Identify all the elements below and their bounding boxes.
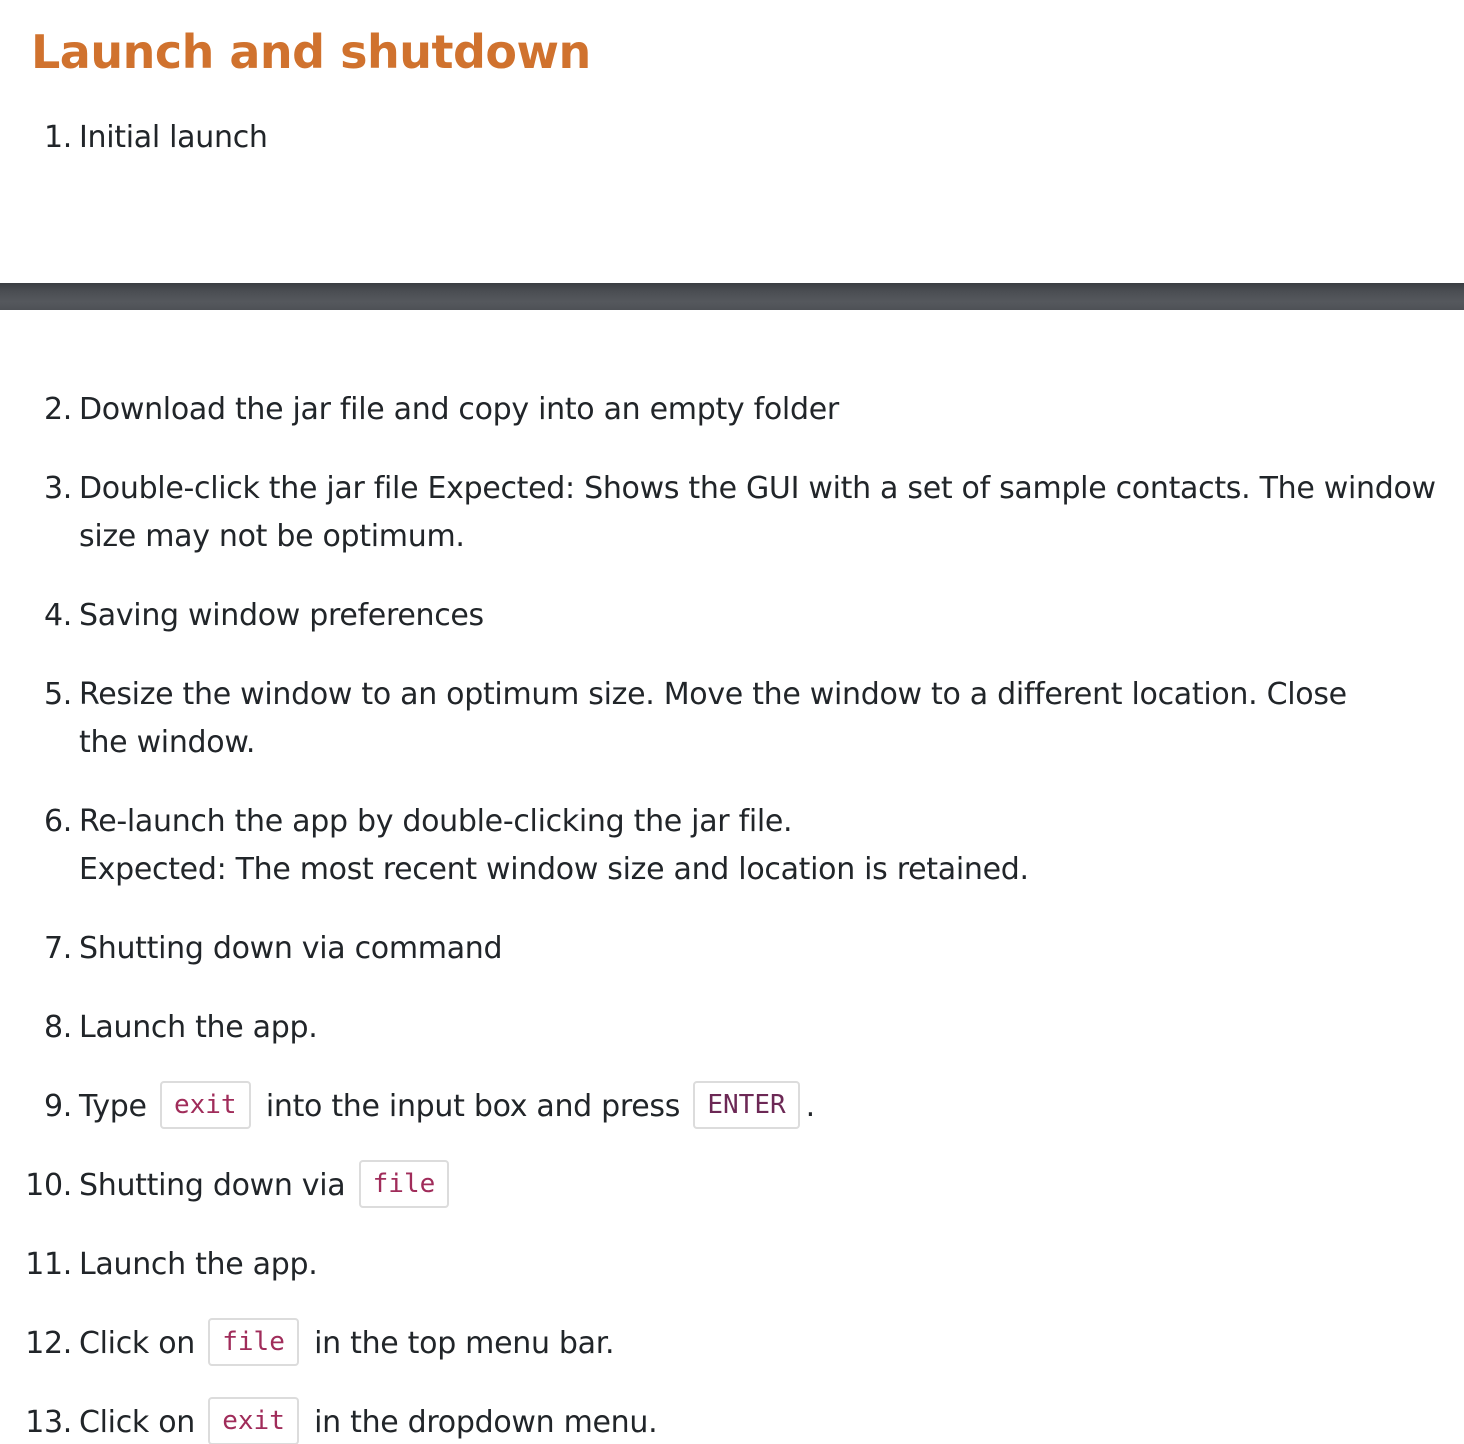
list-item-text: Download the jar file and copy into an empty folder (79, 392, 839, 427)
list-item-text: Saving window preferences (79, 598, 484, 633)
list-item-text: Shutting down via command (79, 931, 503, 966)
list-item-line: Expected: The most recent window size and location is retained. (79, 852, 1029, 887)
list-item-text-before: Click on (79, 1326, 195, 1361)
list-number: 3. (43, 471, 72, 506)
list-item-text-before: Type (79, 1089, 147, 1124)
list-item-text: Initial launch (79, 120, 268, 155)
list-item-text (79, 798, 1029, 894)
list-item-text-after: . (805, 1089, 815, 1124)
section-divider (0, 283, 1464, 310)
list-number: 13. (25, 1405, 72, 1440)
list-number: 1. (43, 120, 72, 155)
list-number: 9. (43, 1089, 72, 1124)
list-number: 10. (25, 1168, 72, 1203)
list-item-text-before: Click on (79, 1405, 195, 1440)
list-item-text-after: in the top menu bar. (314, 1326, 615, 1361)
list-number: 12. (25, 1326, 72, 1361)
inline-code-file: file (208, 1318, 299, 1366)
list-item-text (79, 1162, 455, 1211)
list-number: 2. (43, 392, 72, 427)
list-number: 8. (43, 1010, 72, 1045)
inline-code-exit: exit (160, 1081, 251, 1129)
list-item-text: Resize the window to an optimum size. Move the window to a different location. Close the window. (79, 677, 1347, 760)
list-item-text: Launch the app. (79, 1010, 318, 1045)
inline-code-exit: exit (208, 1397, 299, 1444)
list-item-text: Double-click the jar file Expected: Shows the GUI with a set of sample contacts. The window size may not be optimum. (79, 471, 1436, 554)
list-item-text-before: Shutting down via (79, 1168, 346, 1203)
list-item-text-after: in the dropdown menu. (314, 1405, 658, 1440)
list-number: 6. (43, 804, 72, 839)
list-item-text (79, 1083, 815, 1132)
list-item-text (79, 1320, 614, 1369)
list-number: 4. (43, 598, 72, 633)
list-number: 5. (43, 677, 72, 712)
inline-code-file: file (359, 1160, 450, 1208)
page-title: Launch and shutdown (31, 25, 591, 79)
list-item-text (79, 1399, 657, 1444)
list-item-text-middle: into the input box and press (265, 1089, 681, 1124)
list-item-text: Launch the app. (79, 1247, 318, 1282)
list-item-line: Re-launch the app by double-clicking the jar file. (79, 804, 793, 839)
list-number: 11. (25, 1247, 72, 1282)
list-number: 7. (43, 931, 72, 966)
inline-code-enter: ENTER (693, 1081, 799, 1129)
